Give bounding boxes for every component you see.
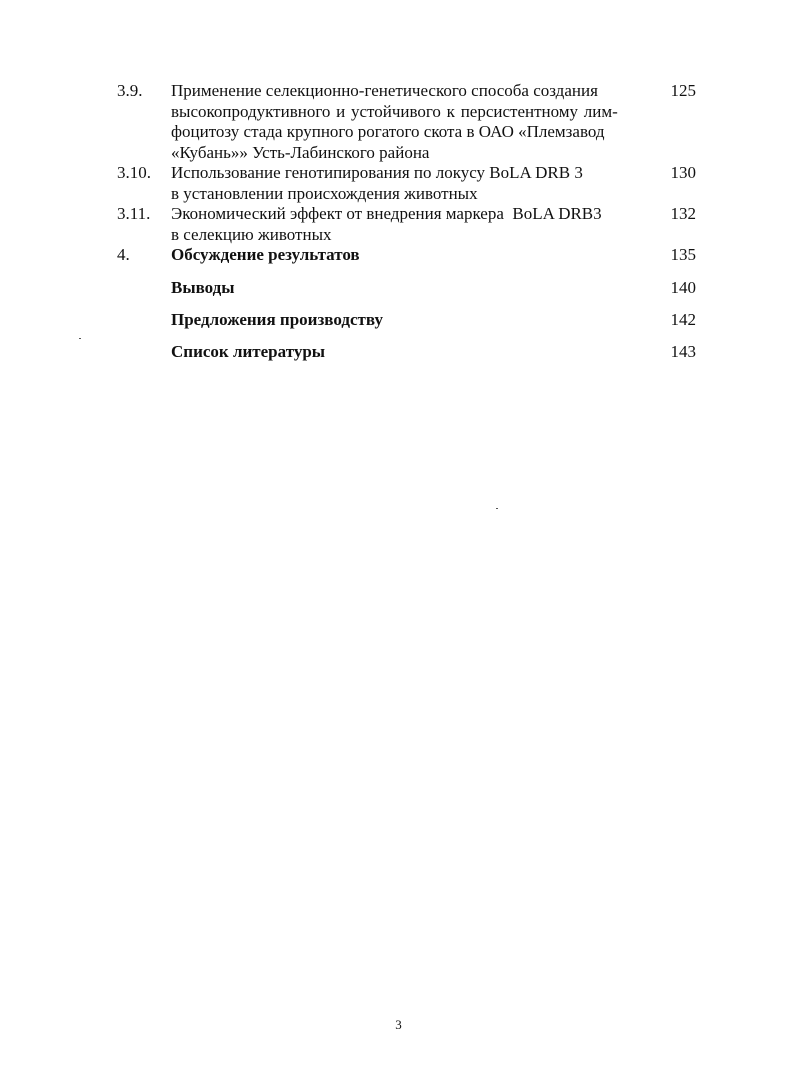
- toc-entry-title: [171, 81, 656, 163]
- toc-entry-title-line: «Кубань»» Усть-Лабинского района: [171, 142, 430, 162]
- toc-entry-number: 4.: [117, 245, 130, 264]
- toc-entry-title-line: Использование генотипирования по локусу BoLA DRB 3: [171, 163, 583, 182]
- scan-speck: [79, 338, 81, 339]
- toc-entry-page: 140: [670, 278, 696, 297]
- toc-entry-title: [171, 163, 656, 204]
- page-number: 3: [395, 1017, 402, 1032]
- toc-entry-title-line: фоцитозу стада крупного рогатого скота в ОАО «Племзавод: [171, 122, 605, 141]
- toc-entry-title-line: Выводы: [171, 278, 235, 297]
- toc-entry-title-line: Обсуждение результатов: [171, 245, 360, 264]
- toc-entry-number: 3.9.: [117, 81, 143, 100]
- toc-entry-page: 125: [670, 81, 696, 100]
- toc-entry-number: 3.10.: [117, 163, 151, 182]
- toc-entry-title-line: Предложения производству: [171, 310, 383, 329]
- scan-speck: [496, 508, 498, 509]
- toc-entry-title-line: высокопродуктивного и устойчивого к персистентному лим-: [171, 101, 618, 121]
- toc-entry-title-line: Экономический эффект от внедрения маркера BoLA DRB3: [171, 204, 602, 223]
- toc-entry-title-line: Применение селекционно-генетического способа создания: [171, 81, 598, 100]
- toc-entry-title-line: Список литературы: [171, 342, 326, 361]
- toc-entry-page: 130: [670, 163, 696, 182]
- toc-entry-number: 3.11.: [117, 204, 151, 223]
- toc-entry-title: [171, 278, 656, 299]
- toc-entry-page: 132: [670, 204, 696, 223]
- toc-entry-page: 143: [670, 342, 696, 361]
- toc-entry-title: [171, 310, 656, 331]
- toc-entry-title-line: в селекцию животных: [171, 224, 332, 244]
- toc-entry-title: [171, 342, 656, 363]
- toc-entry-title-line: в установлении происхождения животных: [171, 183, 478, 203]
- toc-entry-page: 135: [670, 245, 696, 264]
- toc-entry-page: 142: [670, 310, 696, 329]
- toc-entry-title: [171, 245, 656, 266]
- toc-entry-title: [171, 204, 656, 245]
